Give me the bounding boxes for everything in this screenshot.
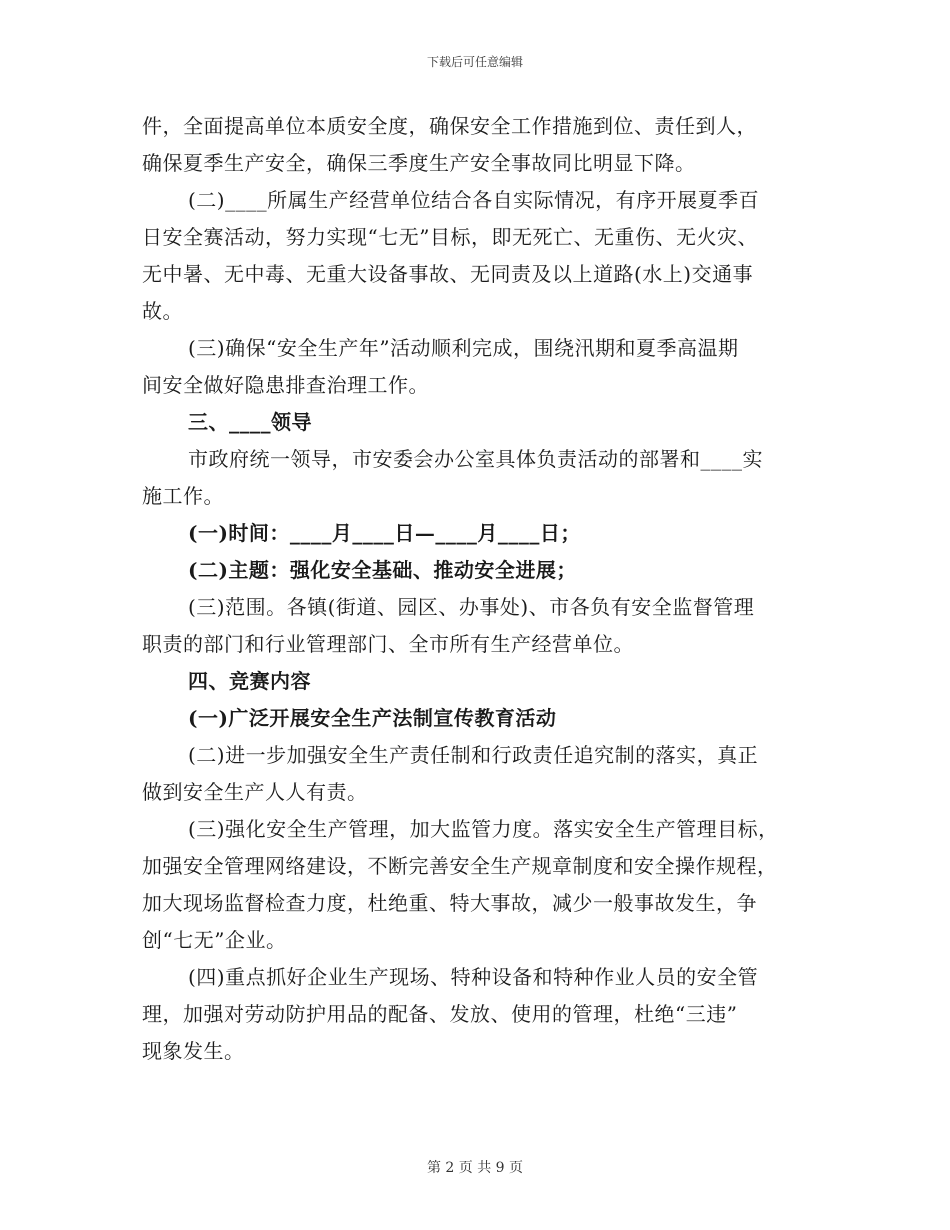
text-line: (一)广泛开展安全生产法制宣传教育活动 — [188, 706, 557, 730]
document-body — [142, 108, 802, 1070]
text-line: (二)____所属生产经营单位结合各自实际情况，有序开展夏季百 — [188, 188, 760, 212]
text-line: 三、____领导 — [188, 410, 312, 434]
text-line: 理，加强对劳动防护用品的配备、发放、使用的管理，杜绝“三违” — [142, 1002, 738, 1026]
text-line: (二)主题：强化安全基础、推动安全进展； — [188, 558, 577, 582]
text-line: 确保夏季生产安全，确保三季度生产安全事故同比明显下降。 — [142, 151, 696, 175]
text-line: (三)确保“安全生产年”活动顺利完成，围绕汛期和夏季高温期 — [188, 336, 739, 360]
text-line: 日安全赛活动，努力实现“七无”目标，即无死亡、无重伤、无火灾、 — [142, 225, 758, 249]
text-line: 职责的部门和行业管理部门、全市所有生产经营单位。 — [142, 632, 634, 656]
text-line: 间安全做好隐患排查治理工作。 — [142, 373, 429, 397]
text-line: 件，全面提高单位本质安全度，确保安全工作措施到位、责任到人， — [142, 114, 757, 138]
text-line: (四)重点抓好企业生产现场、特种设备和特种作业人员的安全管 — [188, 965, 759, 989]
text-line: 四、竞赛内容 — [188, 669, 311, 693]
text-line: 施工作。 — [142, 484, 224, 508]
text-line: 市政府统一领导，市安委会办公室具体负责活动的部署和____实 — [188, 447, 763, 471]
text-line: (三)范围。各镇(街道、园区、办事处)、市各负有安全监督管理 — [188, 595, 755, 619]
text-line: 加强安全管理网络建设，不断完善安全生产规章制度和安全操作规程， — [142, 854, 778, 878]
text-line: 现象发生。 — [142, 1039, 245, 1063]
text-line: (二)进一步加强安全生产责任制和行政责任追究制的落实，真正 — [188, 743, 759, 767]
text-line: 做到安全生产人人有责。 — [142, 780, 368, 804]
text-line: (一)时间：____月____日—____月____日； — [188, 521, 581, 545]
page-footer: 第 2 页 共 9 页 — [426, 1160, 524, 1176]
page-header: 下载后可任意编辑 — [426, 55, 523, 69]
text-line: 无中暑、无中毒、无重大设备事故、无同责及以上道路(水上)交通事 — [142, 262, 754, 286]
text-line: 故。 — [142, 299, 183, 323]
text-line: 创“七无”企业。 — [142, 928, 287, 952]
text-line: 加大现场监督检查力度，杜绝重、特大事故，减少一般事故发生，争 — [142, 891, 757, 915]
text-line: (三)强化安全生产管理，加大监管力度。落实安全生产管理目标， — [188, 817, 779, 841]
